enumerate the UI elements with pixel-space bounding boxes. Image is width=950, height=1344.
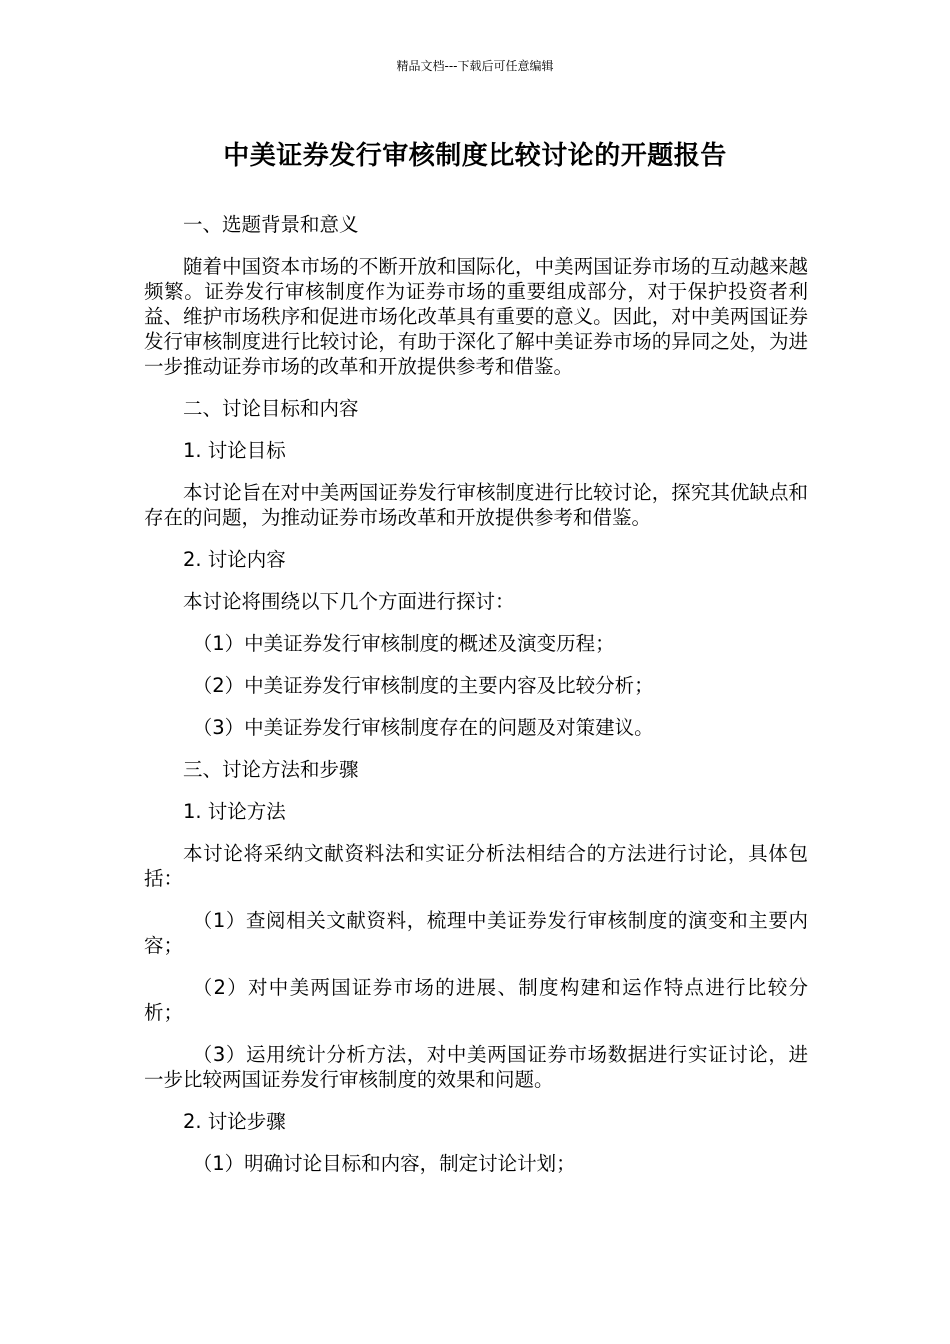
page-header: 精品文档---下载后可任意编辑 [396,59,554,73]
section-heading: 一、选题背景和意义 [183,213,359,236]
body-paragraph: 本讨论将围绕以下几个方面进行探讨： [183,590,515,613]
subsection-heading: 1. 讨论方法 [183,800,286,823]
list-item: （2）对中美两国证券市场的进展、制度构建和运作特点进行比较分析； [144,976,808,1024]
subsection-heading: 2. 讨论内容 [183,548,286,571]
list-item: （1）中美证券发行审核制度的概述及演变历程； [192,632,615,655]
body-paragraph: 本讨论将采纳文献资料法和实证分析法相结合的方法进行讨论，具体包括： [144,842,808,890]
document-title: 中美证券发行审核制度比较讨论的开题报告 [223,141,727,171]
list-item: （3）运用统计分析方法，对中美两国证券市场数据进行实证讨论，进一步比较两国证券发行审核制度的效果和问题。 [144,1043,808,1091]
section-heading: 二、讨论目标和内容 [183,397,359,420]
section-heading: 三、讨论方法和步骤 [183,758,359,781]
list-item: （2）中美证券发行审核制度的主要内容及比较分析； [192,674,654,697]
body-paragraph: 随着中国资本市场的不断开放和国际化，中美两国证券市场的互动越来越频繁。证券发行审核制度作为证券市场的重要组成部分，对于保护投资者利益、维护市场秩序和促进市场化改革具有重要的意义。因此，对中美两国证券发行审核制度进行比较讨论，有助于深化了解中美证券市场的异同之处，为进一步推动证券市场的改革和开放提供参考和借鉴。 [144,255,808,378]
list-item: （1）明确讨论目标和内容，制定讨论计划； [192,1152,576,1175]
subsection-heading: 2. 讨论步骤 [183,1110,286,1133]
list-item: （3）中美证券发行审核制度存在的问题及对策建议。 [192,716,654,739]
document-body [144,212,808,1193]
list-item: （1）查阅相关文献资料，梳理中美证券发行审核制度的演变和主要内容； [144,909,808,957]
subsection-heading: 1. 讨论目标 [183,439,286,462]
body-paragraph: 本讨论旨在对中美两国证券发行审核制度进行比较讨论，探究其优缺点和存在的问题，为推动证券市场改革和开放提供参考和借鉴。 [144,481,808,529]
